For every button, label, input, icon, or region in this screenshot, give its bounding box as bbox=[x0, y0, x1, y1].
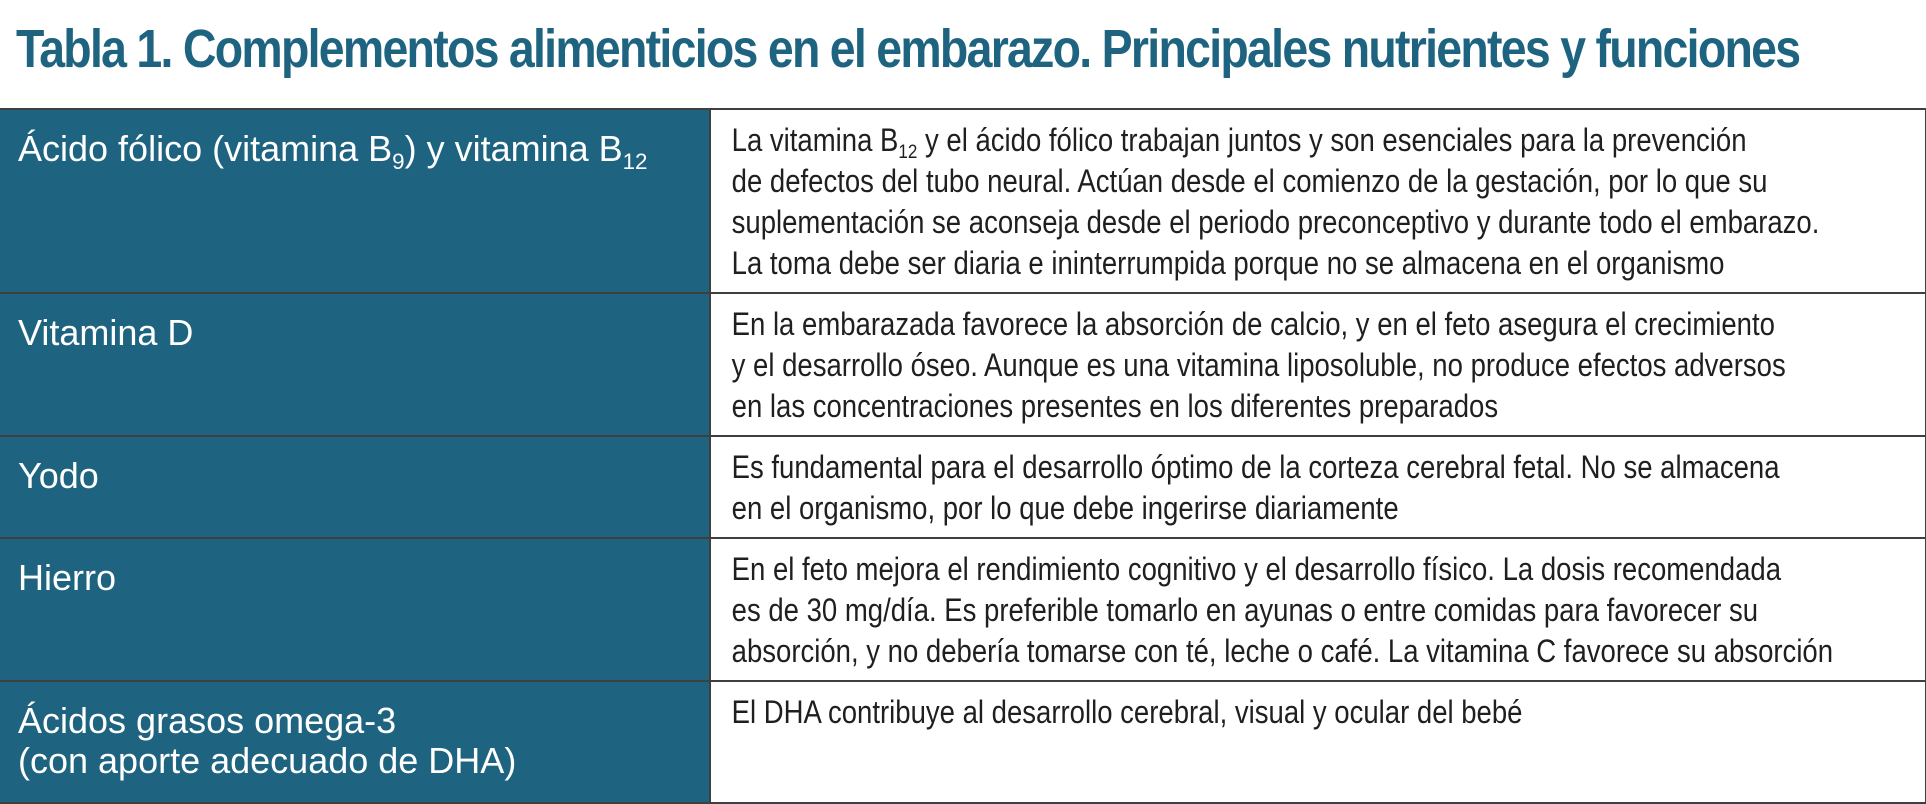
nutrient-name-line: Ácidos grasos omega-3 bbox=[18, 700, 397, 741]
nutrient-name-cell bbox=[0, 538, 710, 681]
table-row bbox=[0, 681, 1926, 803]
description-line: es de 30 mg/día. Es preferible tomarlo en ayunas o entre comidas para favorecer su bbox=[731, 592, 1759, 628]
subscript: 12 bbox=[898, 140, 918, 163]
nutrient-name bbox=[0, 539, 709, 598]
description-line: La vitamina $B_{12}$ y el ácido fólico trabajan juntos y son esenciales para la prevención bbox=[731, 122, 1747, 163]
description-line: suplementación se aconseja desde el periodo preconceptivo y durante todo el embarazo. bbox=[731, 204, 1820, 240]
nutrient-description bbox=[711, 437, 1780, 537]
table-row bbox=[0, 293, 1926, 436]
description-line: El DHA contribuye al desarrollo cerebral, visual y ocular del bebé bbox=[731, 694, 1523, 730]
nutrient-description bbox=[711, 110, 1820, 292]
nutrient-name-line: Ácido fólico (vitamina $B_9$) y vitamina $B_{12}$ bbox=[18, 128, 648, 174]
nutrient-name bbox=[0, 294, 709, 353]
nutrient-description-cell bbox=[710, 293, 1926, 436]
description-line: en el organismo, por lo que debe ingerirse diariamente bbox=[731, 490, 1399, 526]
subscript: 9 bbox=[392, 148, 405, 174]
nutrient-description-cell bbox=[710, 681, 1926, 803]
nutrient-name-line: Vitamina D bbox=[18, 312, 194, 353]
nutrient-name-cell bbox=[0, 109, 710, 293]
table-row bbox=[0, 109, 1926, 293]
nutrient-name-line: Hierro bbox=[18, 557, 117, 598]
description-line: en las concentraciones presentes en los diferentes preparados bbox=[731, 388, 1499, 424]
nutrient-description-cell bbox=[710, 109, 1926, 293]
nutrient-description-cell bbox=[710, 436, 1926, 538]
description-line: y el desarrollo óseo. Aunque es una vitamina liposoluble, no produce efectos adversos bbox=[731, 347, 1786, 383]
table-row bbox=[0, 538, 1926, 681]
nutrient-description bbox=[711, 539, 1834, 680]
description-line: La toma debe ser diaria e ininterrumpida porque no se almacena en el organismo bbox=[731, 245, 1725, 281]
subscript: 12 bbox=[622, 148, 648, 174]
description-line: de defectos del tubo neural. Actúan desde el comienzo de la gestación, por lo que su bbox=[731, 163, 1768, 199]
nutrient-description-cell bbox=[710, 538, 1926, 681]
nutrient-name-line: (con aporte adecuado de DHA) bbox=[18, 740, 517, 781]
nutrient-name-cell bbox=[0, 681, 710, 803]
description-line: En el feto mejora el rendimiento cognitivo y el desarrollo físico. La dosis recomendada bbox=[731, 551, 1782, 587]
nutrient-description bbox=[711, 682, 1755, 741]
description-line: Es fundamental para el desarrollo óptimo de la corteza cerebral fetal. No se almacena bbox=[731, 449, 1780, 485]
description-line: absorción, y no debería tomarse con té, leche o café. La vitamina C favorece su absorción bbox=[731, 633, 1834, 669]
nutrient-name-line: Yodo bbox=[18, 455, 99, 496]
nutrient-name bbox=[0, 682, 709, 781]
nutrient-description bbox=[711, 294, 1786, 435]
nutrients-table bbox=[0, 108, 1926, 804]
table-row bbox=[0, 436, 1926, 538]
description-line: En la embarazada favorece la absorción de calcio, y en el feto asegura el crecimiento bbox=[731, 306, 1775, 342]
nutrient-name-cell bbox=[0, 293, 710, 436]
nutrient-name bbox=[0, 110, 709, 174]
table-title: Tabla 1. Complementos alimenticios en el embarazo. Principales nutrientes y funciones bbox=[16, 19, 1800, 79]
nutrient-name-cell bbox=[0, 436, 710, 538]
nutrient-name bbox=[0, 437, 709, 496]
